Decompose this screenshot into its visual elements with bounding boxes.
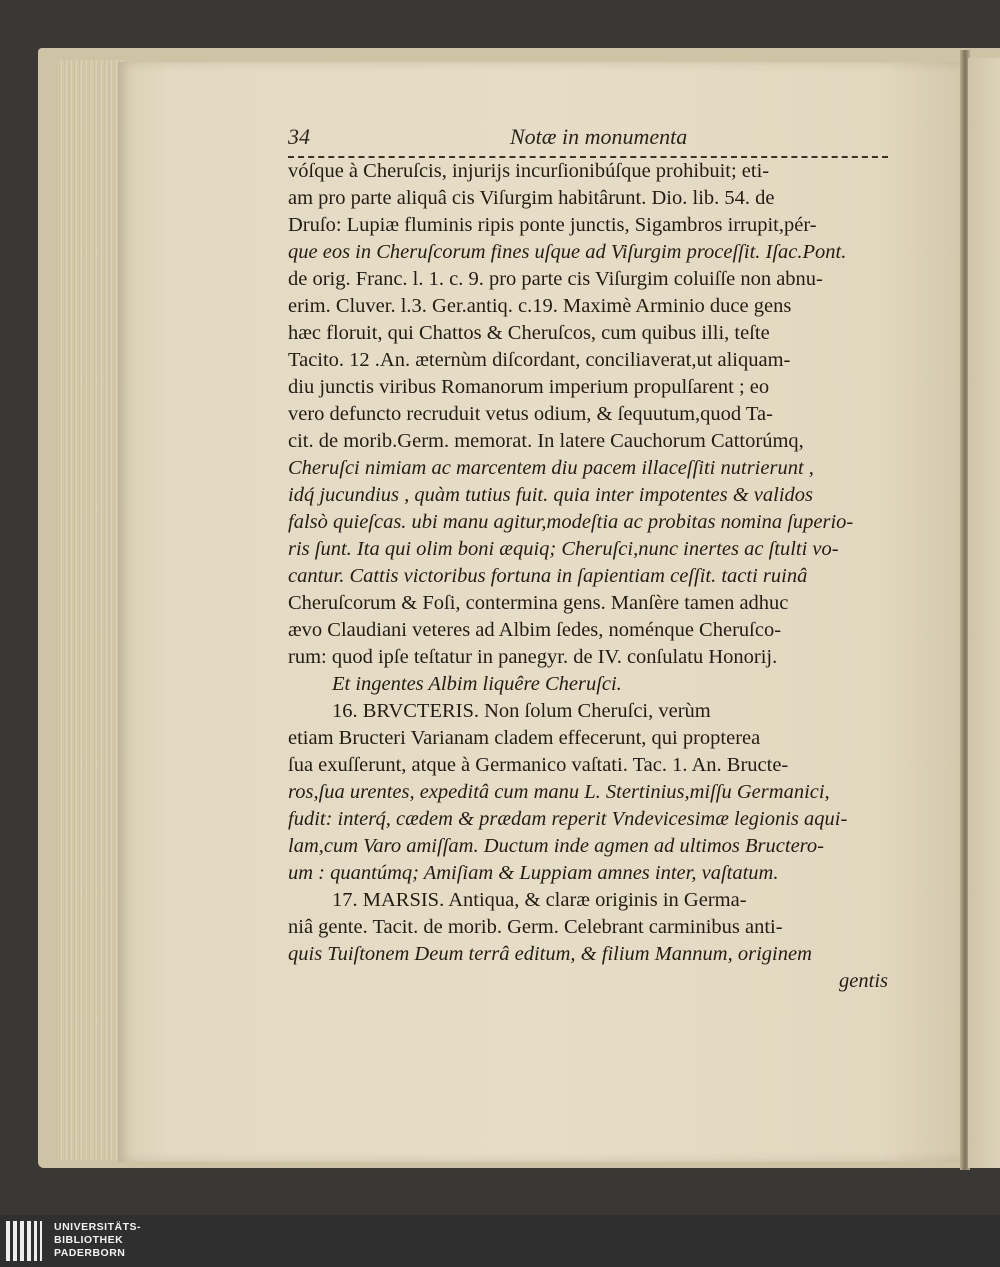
footer-bar xyxy=(0,1215,1000,1267)
text-line: vóſque à Cheruſcis, injurijs incurſionibúſque prohibuit; eti- xyxy=(288,160,770,182)
text-line: lam,cum Varo amiſſam. Ductum inde agmen ad ultimos Bructero- xyxy=(288,835,824,857)
text-line: cantur. Cattis victoribus fortuna in ſapientiam ceſſit. tacti ruinâ xyxy=(288,565,808,587)
text-line: fudit: interq́, cædem & prædam reperit Vndevicesimæ legionis aqui- xyxy=(288,808,848,830)
text-line: cit. de morib.Germ. memorat. In latere Cauchorum Cattorúmq, xyxy=(288,430,804,452)
facing-page-edge xyxy=(968,58,1000,1168)
page-edges xyxy=(58,60,124,1160)
text-line: Cheruſci nimiam ac marcentem diu pacem illaceſſiti nutrierunt , xyxy=(288,457,814,479)
text-line: Et ingentes Albim liquêre Cheruſci. xyxy=(332,673,622,695)
logo-line: PADERBORN xyxy=(54,1247,126,1259)
text-line: am pro parte aliquâ cis Viſurgim habitârunt. Dio. lib. 54. de xyxy=(288,187,775,209)
running-head: Notæ in monumenta xyxy=(510,124,688,149)
text-line: erim. Cluver. l.3. Ger.antiq. c.19. Maximè Arminio duce gens xyxy=(288,295,792,317)
text-line: diu junctis viribus Romanorum imperium propulſarent ; eo xyxy=(288,376,770,398)
library-logo-text xyxy=(54,1221,141,1260)
library-logo-icon xyxy=(6,1221,46,1261)
text-line: ros,ſua urentes, expeditâ cum manu L. Stertinius,miſſu Germanici, xyxy=(288,781,830,803)
text-line: um : quantúmq; Amiſiam & Luppiam amnes inter, vaſtatum. xyxy=(288,862,779,884)
text-line: de orig. Franc. l. 1. c. 9. pro parte cis Viſurgim coluiſſe non abnu- xyxy=(288,268,823,290)
text-line: hæc floruit, qui Chattos & Cheruſcos, cum quibus illi, teſte xyxy=(288,322,770,344)
text-line: Cheruſcorum & Foſi, contermina gens. Manſère tamen adhuc xyxy=(288,592,789,614)
body-text xyxy=(288,158,888,995)
text-line: gentis xyxy=(839,970,888,992)
text-line: vero defuncto recruduit vetus odium, & ſequutum,quod Ta- xyxy=(288,403,773,425)
text-line: Tacito. 12 .An. æternùm diſcordant, conciliaverat,ut aliquam- xyxy=(288,349,791,371)
text-line: etiam Bructeri Varianam cladem effecerunt, qui propterea xyxy=(288,727,761,749)
text-line: niâ gente. Tacit. de morib. Germ. Celebrant carminibus anti- xyxy=(288,916,783,938)
text-line: idq́ jucundius , quàm tutius fuit. quia inter impotentes & validos xyxy=(288,484,814,506)
text-line: 16. BRVCTERIS. Non ſolum Cheruſci, verùm xyxy=(332,700,711,722)
text-line: ævo Claudiani veteres ad Albim ſedes, noménque Cheruſco- xyxy=(288,619,782,641)
text-line: 17. MARSIS. Antiqua, & claræ originis in Germa- xyxy=(332,889,747,911)
text-line: Druſo: Lupiæ fluminis ripis ponte junctis, Sigambros irrupit,pér- xyxy=(288,214,817,236)
page-header xyxy=(288,124,888,158)
text-line: quis Tuiſtonem Deum terrâ editum, & filium Mannum, originem xyxy=(288,943,812,965)
text-line: ſua exuſſerunt, atque à Germanico vaſtati. Tac. 1. An. Bructe- xyxy=(288,754,789,776)
text-line: ris ſunt. Ita qui olim boni æquiq; Cheruſci,nunc inertes ac ſtulti vo- xyxy=(288,538,839,560)
logo-line: BIBLIOTHEK xyxy=(54,1234,124,1246)
text-line: rum: quod ipſe teſtatur in panegyr. de IV. conſulatu Honorij. xyxy=(288,646,778,668)
text-line: que eos in Cheruſcorum fines uſque ad Viſurgim proceſſit. Iſac.Pont. xyxy=(288,241,847,263)
text-line: falsò quieſcas. ubi manu agitur,modeſtia ac probitas nomina ſuperio- xyxy=(288,511,854,533)
logo-line: UNIVERSITÄTS- xyxy=(54,1221,142,1233)
page-number: 34 xyxy=(288,124,310,149)
